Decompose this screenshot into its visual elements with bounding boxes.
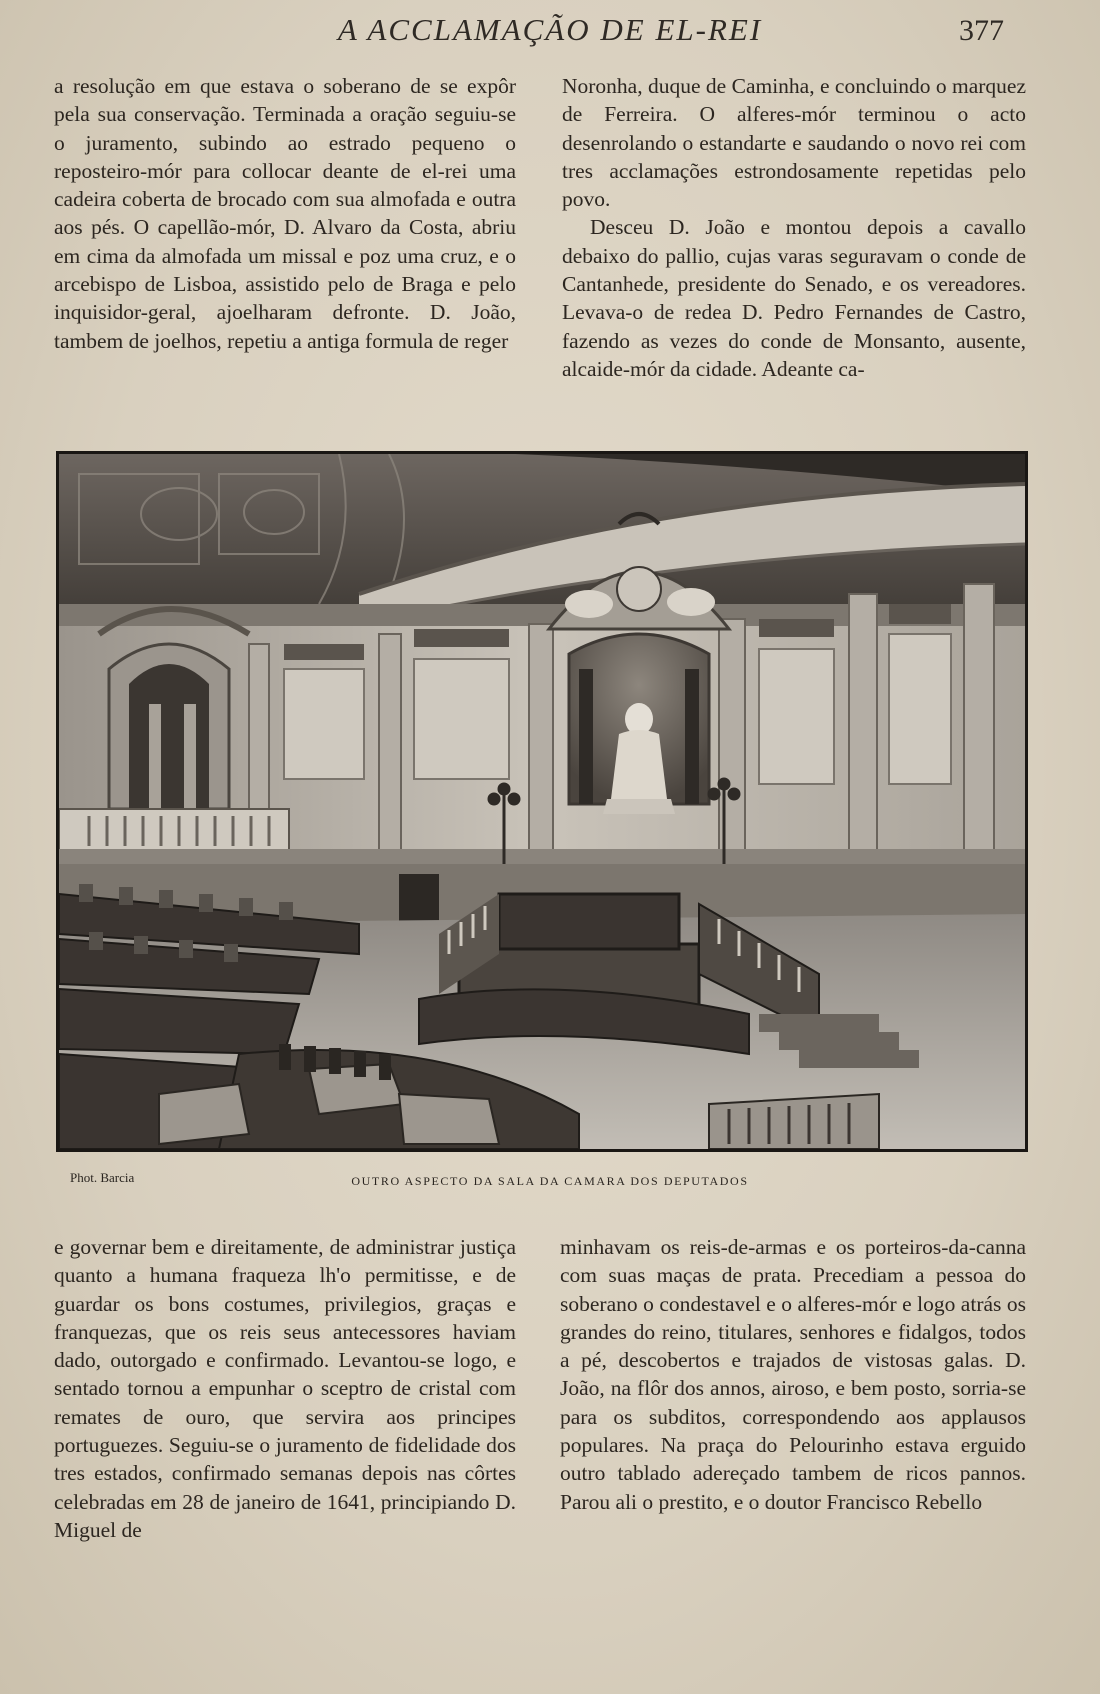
paragraph: e governar bem e direitamente, de administrar justiça quanto a humana fraqueza lh'o permitisse, e de guardar os bons costumes, privilegios, graças e franquezas, que os reis seus antecessores haviam dado, outorgado e confirmado. Levantou-se logo, e sentado tornou a empunhar o sceptro de cristal com remates de ouro, que servira aos principes portuguezes. Seguiu-se o juramento de fidelidade dos tres estados, confirmado semanas depois nas côrtes celebradas em 28 de janeiro de 1641, principiando D. Miguel de <box>54 1235 516 1542</box>
chamber-photograph <box>56 451 1028 1152</box>
paragraph: Noronha, duque de Caminha, e concluindo o marquez de Ferreira. O alferes-mór terminou o acto desenrolando o estandarte e saudando o novo rei com tres acclamações estrondosamente repetidas pelo povo. <box>562 74 1026 212</box>
bottom-left-column <box>54 1233 516 1544</box>
paragraph: a resolução em que estava o soberano de se expôr pela sua conservação. Terminada a oração seguiu-se o juramento, subindo ao estrado pequeno o reposteiro-mór para collocar deante de el-rei uma cadeira coberta de brocado com sua almofada e outra aos pés. O capellão-mór, D. Alvaro da Costa, abriu em cima da almofada um missal e poz uma cruz, e o arcebispo de Lisboa, assistido pelo de Braga e pelo inquisidor-geral, ajoelharam defronte. D. João, tambem de joelhos, repetiu a antiga formula de reger <box>54 74 516 353</box>
top-left-column <box>54 72 516 355</box>
bottom-right-column <box>560 1233 1026 1516</box>
photo-caption: OUTRO ASPECTO DA SALA DA CAMARA DOS DEPUTADOS <box>351 1174 749 1188</box>
page-number: 377 <box>959 14 1004 47</box>
top-right-column <box>562 72 1026 383</box>
running-title: A ACCLAMAÇÃO DE EL-REI <box>337 12 763 47</box>
paragraph: Desceu D. João e montou depois a cavallo debaixo do pallio, cujas varas seguravam o conde de Cantanhede, presidente do Senado, e os vereadores. Levava-o de redea D. Pedro Fernandes de Castro, fazendo as vezes do conde de Monsanto, ausente, alcaide-mór da cidade. Adeante ca- <box>562 215 1026 381</box>
photo-credit: Phot. Barcia <box>70 1170 135 1185</box>
paragraph: minhavam os reis-de-armas e os porteiros-da-canna com suas maças de prata. Precediam a pessoa do soberano o condestavel e o alferes-mór e logo atrás os grandes do reino, titulares, senhores e fidalgos, todos a pé, descobertos e trajados de vistosas galas. D. João, na flôr dos annos, airoso, e bem posto, sorria-se para os subditos, correspondendo aos applausos populares. Na praça do Pelourinho estava erguido outro tablado adereçado tambem de ricos pannos. Parou ali o prestito, e o doutor Francisco Rebello <box>560 1235 1026 1514</box>
